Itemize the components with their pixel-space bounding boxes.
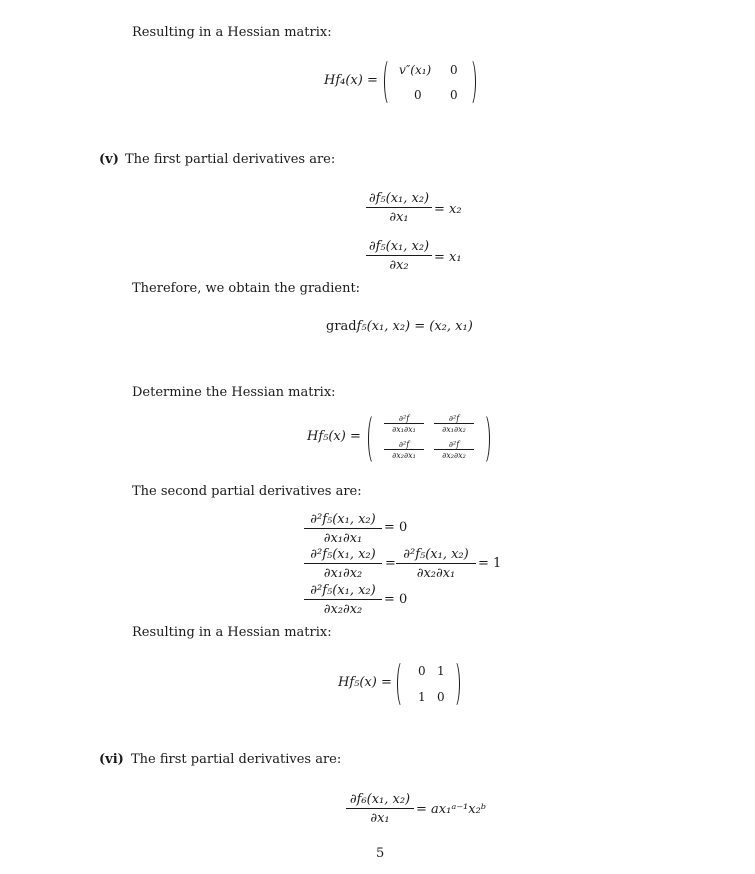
second-12-mid: = — [385, 556, 396, 571]
grad-operator: grad — [326, 319, 357, 334]
resulting-hessian-text-2: Resulting in a Hessian matrix: — [132, 625, 332, 640]
second-11-fraction — [304, 512, 382, 546]
hf5-cell-12 — [434, 414, 474, 434]
hf5-m12: 1 — [437, 664, 445, 678]
df5-dx1-numerator: ∂f₅(x₁, x₂) — [368, 191, 430, 206]
df6-dx1-denominator: ∂x₁ — [370, 811, 390, 826]
second-partials-text: The second partial derivatives are: — [132, 484, 362, 499]
df5-dx2-denominator: ∂x₂ — [389, 258, 409, 273]
hf5-cell-12-den: ∂x₁∂x₂ — [442, 425, 466, 434]
df5-dx2-rhs: = x₁ — [434, 250, 462, 265]
hf5-cell-22-num: ∂²f — [448, 440, 460, 449]
gradient-equation — [326, 319, 473, 334]
second-12-den: ∂x₁∂x₂ — [323, 566, 363, 581]
section-v-label: (v) — [99, 152, 119, 167]
hf5-general-right-paren — [478, 413, 490, 465]
second-12-fraction — [304, 547, 382, 581]
hf5-left-paren — [397, 660, 408, 708]
resulting-hessian-text-1: Resulting in a Hessian matrix: — [132, 25, 332, 40]
second-21-fraction — [396, 547, 476, 581]
hf5-cell-22-den: ∂x₂∂x₂ — [442, 451, 466, 460]
df5-dx2-numerator: ∂f₅(x₁, x₂) — [368, 239, 430, 254]
hf5-cell-12-num: ∂²f — [448, 414, 460, 423]
hf5-cell-22 — [434, 440, 474, 460]
hf5-m22: 0 — [437, 690, 445, 704]
hf5-cell-11-den: ∂x₁∂x₁ — [392, 425, 416, 434]
second-11-rhs: = 0 — [384, 520, 408, 535]
second-12-num: ∂²f₅(x₁, x₂) — [310, 547, 376, 562]
hf5-cell-21 — [384, 440, 424, 460]
df5-dx1-denominator: ∂x₁ — [389, 210, 409, 225]
second-12-rhs: = 1 — [478, 556, 502, 571]
hf5-right-paren — [449, 660, 460, 708]
second-22-rhs: = 0 — [384, 592, 408, 607]
hf4-right-paren — [465, 58, 476, 106]
hf5-cell-11 — [384, 414, 424, 434]
hf5-lhs: Hf₅(x) = — [338, 675, 392, 690]
df5-dx1-fraction — [366, 191, 432, 225]
df6-dx1-rhs: = ax₁ᵃ⁻¹x₂ᵇ — [416, 802, 487, 817]
determine-hessian-text: Determine the Hessian matrix: — [132, 385, 336, 400]
hf4-m22: 0 — [450, 88, 458, 102]
hf4-m11: v″(x₁) — [399, 63, 432, 77]
hf4-m12: 0 — [450, 63, 458, 77]
df5-dx2-fraction — [366, 239, 432, 273]
section-vi-label: (vi) — [99, 752, 124, 767]
section-v-text: The first partial derivatives are: — [125, 152, 336, 167]
hf4-left-paren — [384, 58, 395, 106]
second-22-num: ∂²f₅(x₁, x₂) — [310, 583, 376, 598]
second-22-den: ∂x₂∂x₂ — [323, 602, 363, 617]
second-11-num: ∂²f₅(x₁, x₂) — [310, 512, 376, 527]
second-21-num: ∂²f₅(x₁, x₂) — [403, 547, 469, 562]
therefore-gradient-text: Therefore, we obtain the gradient: — [132, 281, 361, 296]
hf4-lhs: Hf₄(x) = — [324, 73, 378, 88]
hf5-general-left-paren — [368, 413, 380, 465]
df6-dx1-fraction — [346, 792, 414, 826]
hf5-cell-21-den: ∂x₂∂x₁ — [392, 451, 416, 460]
df6-dx1-numerator: ∂f₆(x₁, x₂) — [349, 792, 411, 807]
hf5-m21: 1 — [418, 690, 426, 704]
section-vi-text: The first partial derivatives are: — [131, 752, 342, 767]
hf5-general-lhs: Hf₅(x) = — [307, 429, 361, 444]
second-21-den: ∂x₂∂x₁ — [416, 566, 456, 581]
hf4-m21: 0 — [414, 88, 422, 102]
second-11-den: ∂x₁∂x₁ — [323, 531, 363, 546]
page-number: 5 — [376, 846, 385, 861]
hf5-m11: 0 — [418, 664, 426, 678]
hf5-cell-11-num: ∂²f — [398, 414, 410, 423]
second-22-fraction — [304, 583, 382, 617]
hf5-cell-21-num: ∂²f — [398, 440, 410, 449]
df5-dx1-rhs: = x₂ — [434, 202, 462, 217]
grad-expression: f₅(x₁, x₂) = (x₂, x₁) — [356, 319, 473, 334]
